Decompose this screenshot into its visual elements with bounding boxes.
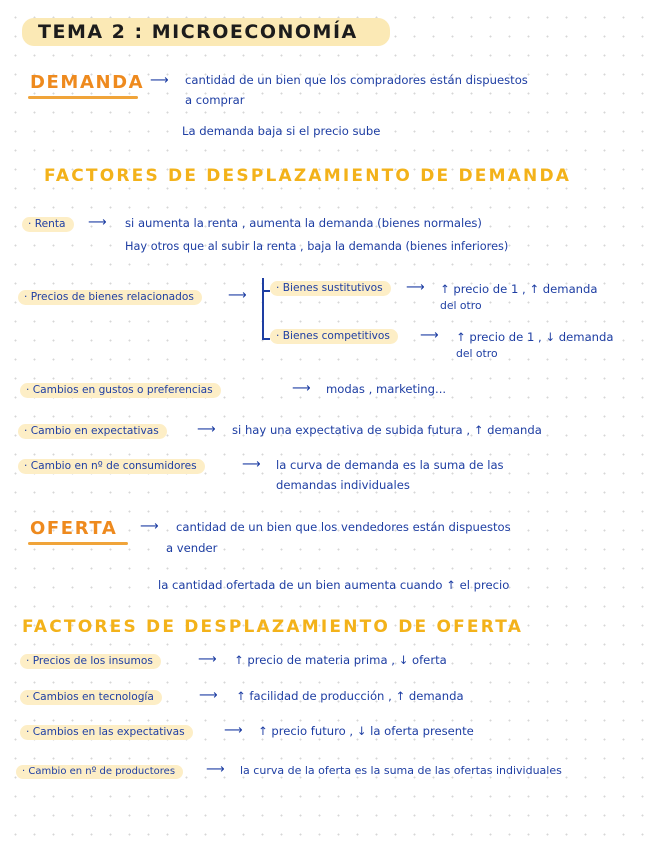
demanda-note: La demanda baja si el precio sube bbox=[182, 124, 381, 138]
tecnologia-text: ↑ facilidad de producción , ↑ demanda bbox=[236, 689, 464, 703]
arrow-icon: ⟶ bbox=[140, 519, 159, 534]
arrow-icon: ⟶ bbox=[198, 652, 217, 667]
expectativas-oferta-text: ↑ precio futuro , ↓ la oferta presente bbox=[258, 724, 474, 738]
insumos-text: ↑ precio de materia prima , ↓ oferta bbox=[234, 653, 447, 667]
competitivos-line2: del otro bbox=[456, 347, 498, 360]
consumidores-tag: · Cambio en nº de consumidores bbox=[18, 459, 205, 474]
page-title: TEMA 2 : MICROECONOMÍA bbox=[22, 18, 390, 46]
expectativas-demanda-text: si hay una expectativa de subida futura , ↑ demanda bbox=[232, 423, 542, 437]
arrow-icon: ⟶ bbox=[224, 723, 243, 738]
arrow-icon: ⟶ bbox=[242, 457, 261, 472]
consumidores-line1: la curva de demanda es la suma de las bbox=[276, 458, 504, 472]
bracket-tick bbox=[262, 290, 270, 292]
consumidores-line2: demandas individuales bbox=[276, 478, 410, 492]
bracket-tick bbox=[262, 338, 270, 340]
competitivos-line1: ↑ precio de 1 , ↓ demanda bbox=[456, 330, 614, 344]
insumos-tag: · Precios de los insumos bbox=[20, 654, 161, 669]
sustitutivos-line2: del otro bbox=[440, 299, 482, 312]
oferta-def-line2: a vender bbox=[166, 541, 218, 555]
demanda-def-line1: cantidad de un bien que los compradores están dispuestos bbox=[185, 73, 528, 87]
demanda-factors-heading: FACTORES DE DESPLAZAMIENTO DE DEMANDA bbox=[44, 166, 572, 186]
productores-text: la curva de la oferta es la suma de las ofertas individuales bbox=[240, 764, 562, 777]
demanda-underline bbox=[28, 96, 138, 99]
demanda-word: DEMANDA bbox=[30, 72, 145, 93]
gustos-tag: · Cambios en gustos o preferencias bbox=[20, 383, 221, 398]
arrow-icon: ⟶ bbox=[88, 215, 107, 230]
oferta-word: OFERTA bbox=[30, 518, 118, 539]
sustitutivos-tag: · Bienes sustitutivos bbox=[270, 281, 391, 296]
renta-tag: · Renta bbox=[22, 217, 74, 232]
sustitutivos-line1: ↑ precio de 1 , ↑ demanda bbox=[440, 282, 598, 296]
arrow-icon: ⟶ bbox=[199, 688, 218, 703]
tecnologia-tag: · Cambios en tecnología bbox=[20, 690, 162, 705]
oferta-note: la cantidad ofertada de un bien aumenta cuando ↑ el precio bbox=[158, 578, 510, 592]
arrow-icon: ⟶ bbox=[197, 422, 216, 437]
renta-line2: Hay otros que al subir la renta , baja la demanda (bienes inferiores) bbox=[125, 240, 509, 253]
arrow-icon: ⟶ bbox=[420, 328, 439, 343]
precios-relacionados-tag: · Precios de bienes relacionados bbox=[18, 290, 202, 305]
competitivos-tag: · Bienes competitivos bbox=[270, 329, 398, 344]
oferta-underline bbox=[28, 542, 128, 545]
demanda-def-line2: a comprar bbox=[185, 93, 245, 107]
gustos-text: modas , marketing... bbox=[326, 382, 447, 396]
arrow-icon: ⟶ bbox=[206, 762, 225, 777]
arrow-icon: ⟶ bbox=[228, 288, 247, 303]
oferta-def-line1: cantidad de un bien que los vendedores están dispuestos bbox=[176, 520, 511, 534]
expectativas-oferta-tag: · Cambios en las expectativas bbox=[20, 725, 193, 740]
bracket-line bbox=[262, 278, 264, 340]
arrow-icon: ⟶ bbox=[406, 280, 425, 295]
oferta-factors-heading: FACTORES DE DESPLAZAMIENTO DE OFERTA bbox=[22, 617, 524, 637]
arrow-icon: ⟶ bbox=[150, 73, 169, 88]
expectativas-demanda-tag: · Cambio en expectativas bbox=[18, 424, 167, 439]
arrow-icon: ⟶ bbox=[292, 381, 311, 396]
productores-tag: · Cambio en nº de productores bbox=[16, 765, 183, 779]
renta-line1: si aumenta la renta , aumenta la demanda (bienes normales) bbox=[125, 216, 482, 230]
